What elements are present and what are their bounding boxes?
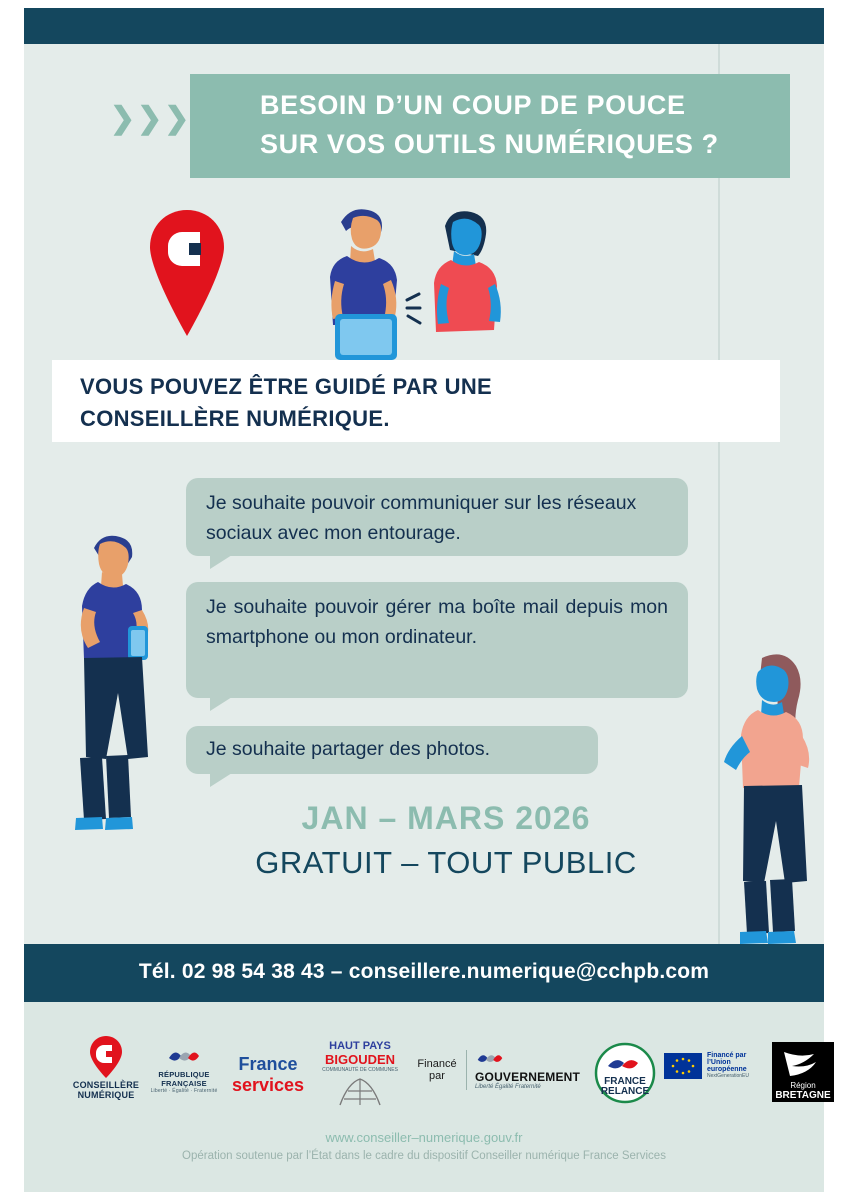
logo-union-europeenne-line3: NextGenerationEU	[707, 1073, 749, 1079]
logo-conseillere-numerique-line2: NUMÉRIQUE	[77, 1090, 135, 1100]
logo-conseillere-numerique	[58, 1034, 154, 1100]
logo-conseillere-numerique-line1: CONSEILLÈRE	[72, 1080, 140, 1090]
svg-text:FRANCE: FRANCE	[604, 1076, 646, 1087]
logo-republique-francaise-line1: RÉPUBLIQUE	[158, 1070, 210, 1079]
speech-bubble-3	[186, 726, 598, 774]
contact-text[interactable]: Tél. 02 98 54 38 43 – conseillere.numerique@cchpb.com	[138, 960, 710, 983]
speech-bubble-3-text: Je souhaite partager des photos.	[206, 738, 491, 760]
svg-text:RELANCE: RELANCE	[600, 1086, 650, 1097]
footer	[24, 1002, 831, 1192]
logo-gouvernement	[466, 1050, 586, 1090]
logo-finance-par	[408, 1058, 466, 1082]
logo-france-relance	[590, 1042, 660, 1104]
top-navy-bar	[24, 8, 824, 44]
logo-haut-pays-bigouden-line3: COMMUNAUTÉ DE COMMUNES	[322, 1067, 398, 1073]
illustration-man-with-phone	[66, 530, 186, 850]
header-band	[190, 74, 790, 178]
illustration-two-people-tablet	[295, 196, 535, 356]
logo-gouvernement-line2: Liberté Égalité Fraternité	[475, 1084, 541, 1090]
logo-france-services-line1: France	[238, 1054, 298, 1074]
logo-haut-pays-bigouden-line2: BIGOUDEN	[324, 1052, 396, 1067]
logo-gouvernement-line1: GOUVERNEMENT	[475, 1070, 581, 1084]
logo-republique-francaise-line2: FRANÇAISE	[161, 1079, 207, 1088]
conditions-text: GRATUIT – TOUT PUBLIC	[255, 845, 637, 880]
header-line-2: SUR VOS OUTILS NUMÉRIQUES ?	[260, 129, 719, 159]
conseillere-numerique-pin-icon	[148, 208, 226, 338]
logo-republique-francaise	[148, 1046, 220, 1094]
svg-text:Région: Région	[790, 1081, 816, 1090]
illustration-woman	[714, 648, 836, 948]
website-url[interactable]: www.conseiller–numerique.gouv.fr	[325, 1130, 523, 1145]
logo-republique-francaise-line3: Liberté · Égalité · Fraternité	[150, 1088, 218, 1094]
logo-union-europeenne-line2: l’Union européenne	[707, 1059, 747, 1073]
logo-union-europeenne	[664, 1052, 770, 1079]
speech-bubble-1-text: Je souhaite pouvoir communiquer sur les réseaux sociaux avec mon entourage.	[206, 492, 637, 545]
speech-bubble-1	[186, 478, 688, 556]
logo-haut-pays-bigouden	[312, 1040, 408, 1107]
logo-haut-pays-bigouden-line1: HAUT PAYS	[329, 1040, 391, 1052]
period-text: JAN – MARS 2026	[301, 800, 591, 836]
logo-france-services-line2: services	[231, 1075, 305, 1095]
legal-text: Opération soutenue par l’État dans le cadre du dispositif Conseiller numérique France Services	[182, 1150, 666, 1162]
chevron-right-icon: ❯ ❯ ❯	[110, 102, 190, 135]
partner-logos	[24, 1024, 831, 1120]
header-line-1: BESOIN D’UN COUP DE POUCE	[260, 90, 686, 120]
subtitle-band	[52, 360, 780, 442]
logo-finance-par-line2: par	[429, 1070, 445, 1082]
logo-france-services	[220, 1054, 316, 1096]
speech-bubble-2	[186, 582, 688, 698]
logo-union-europeenne-line1: Financé par	[707, 1052, 747, 1059]
contact-bar	[24, 944, 824, 1002]
svg-text:BRETAGNE: BRETAGNE	[775, 1090, 831, 1101]
logo-region-bretagne	[772, 1042, 834, 1102]
dates-block	[186, 800, 706, 881]
subtitle-line-2: CONSEILLÈRE NUMÉRIQUE.	[80, 406, 390, 431]
logo-finance-par-line1: Financé	[417, 1058, 457, 1070]
speech-bubble-2-text: Je souhaite pouvoir gérer ma boîte mail depuis mon smartphone ou mon ordinateur.	[206, 596, 668, 649]
subtitle-line-1: VOUS POUVEZ ÊTRE GUIDÉ PAR UNE	[80, 374, 492, 399]
